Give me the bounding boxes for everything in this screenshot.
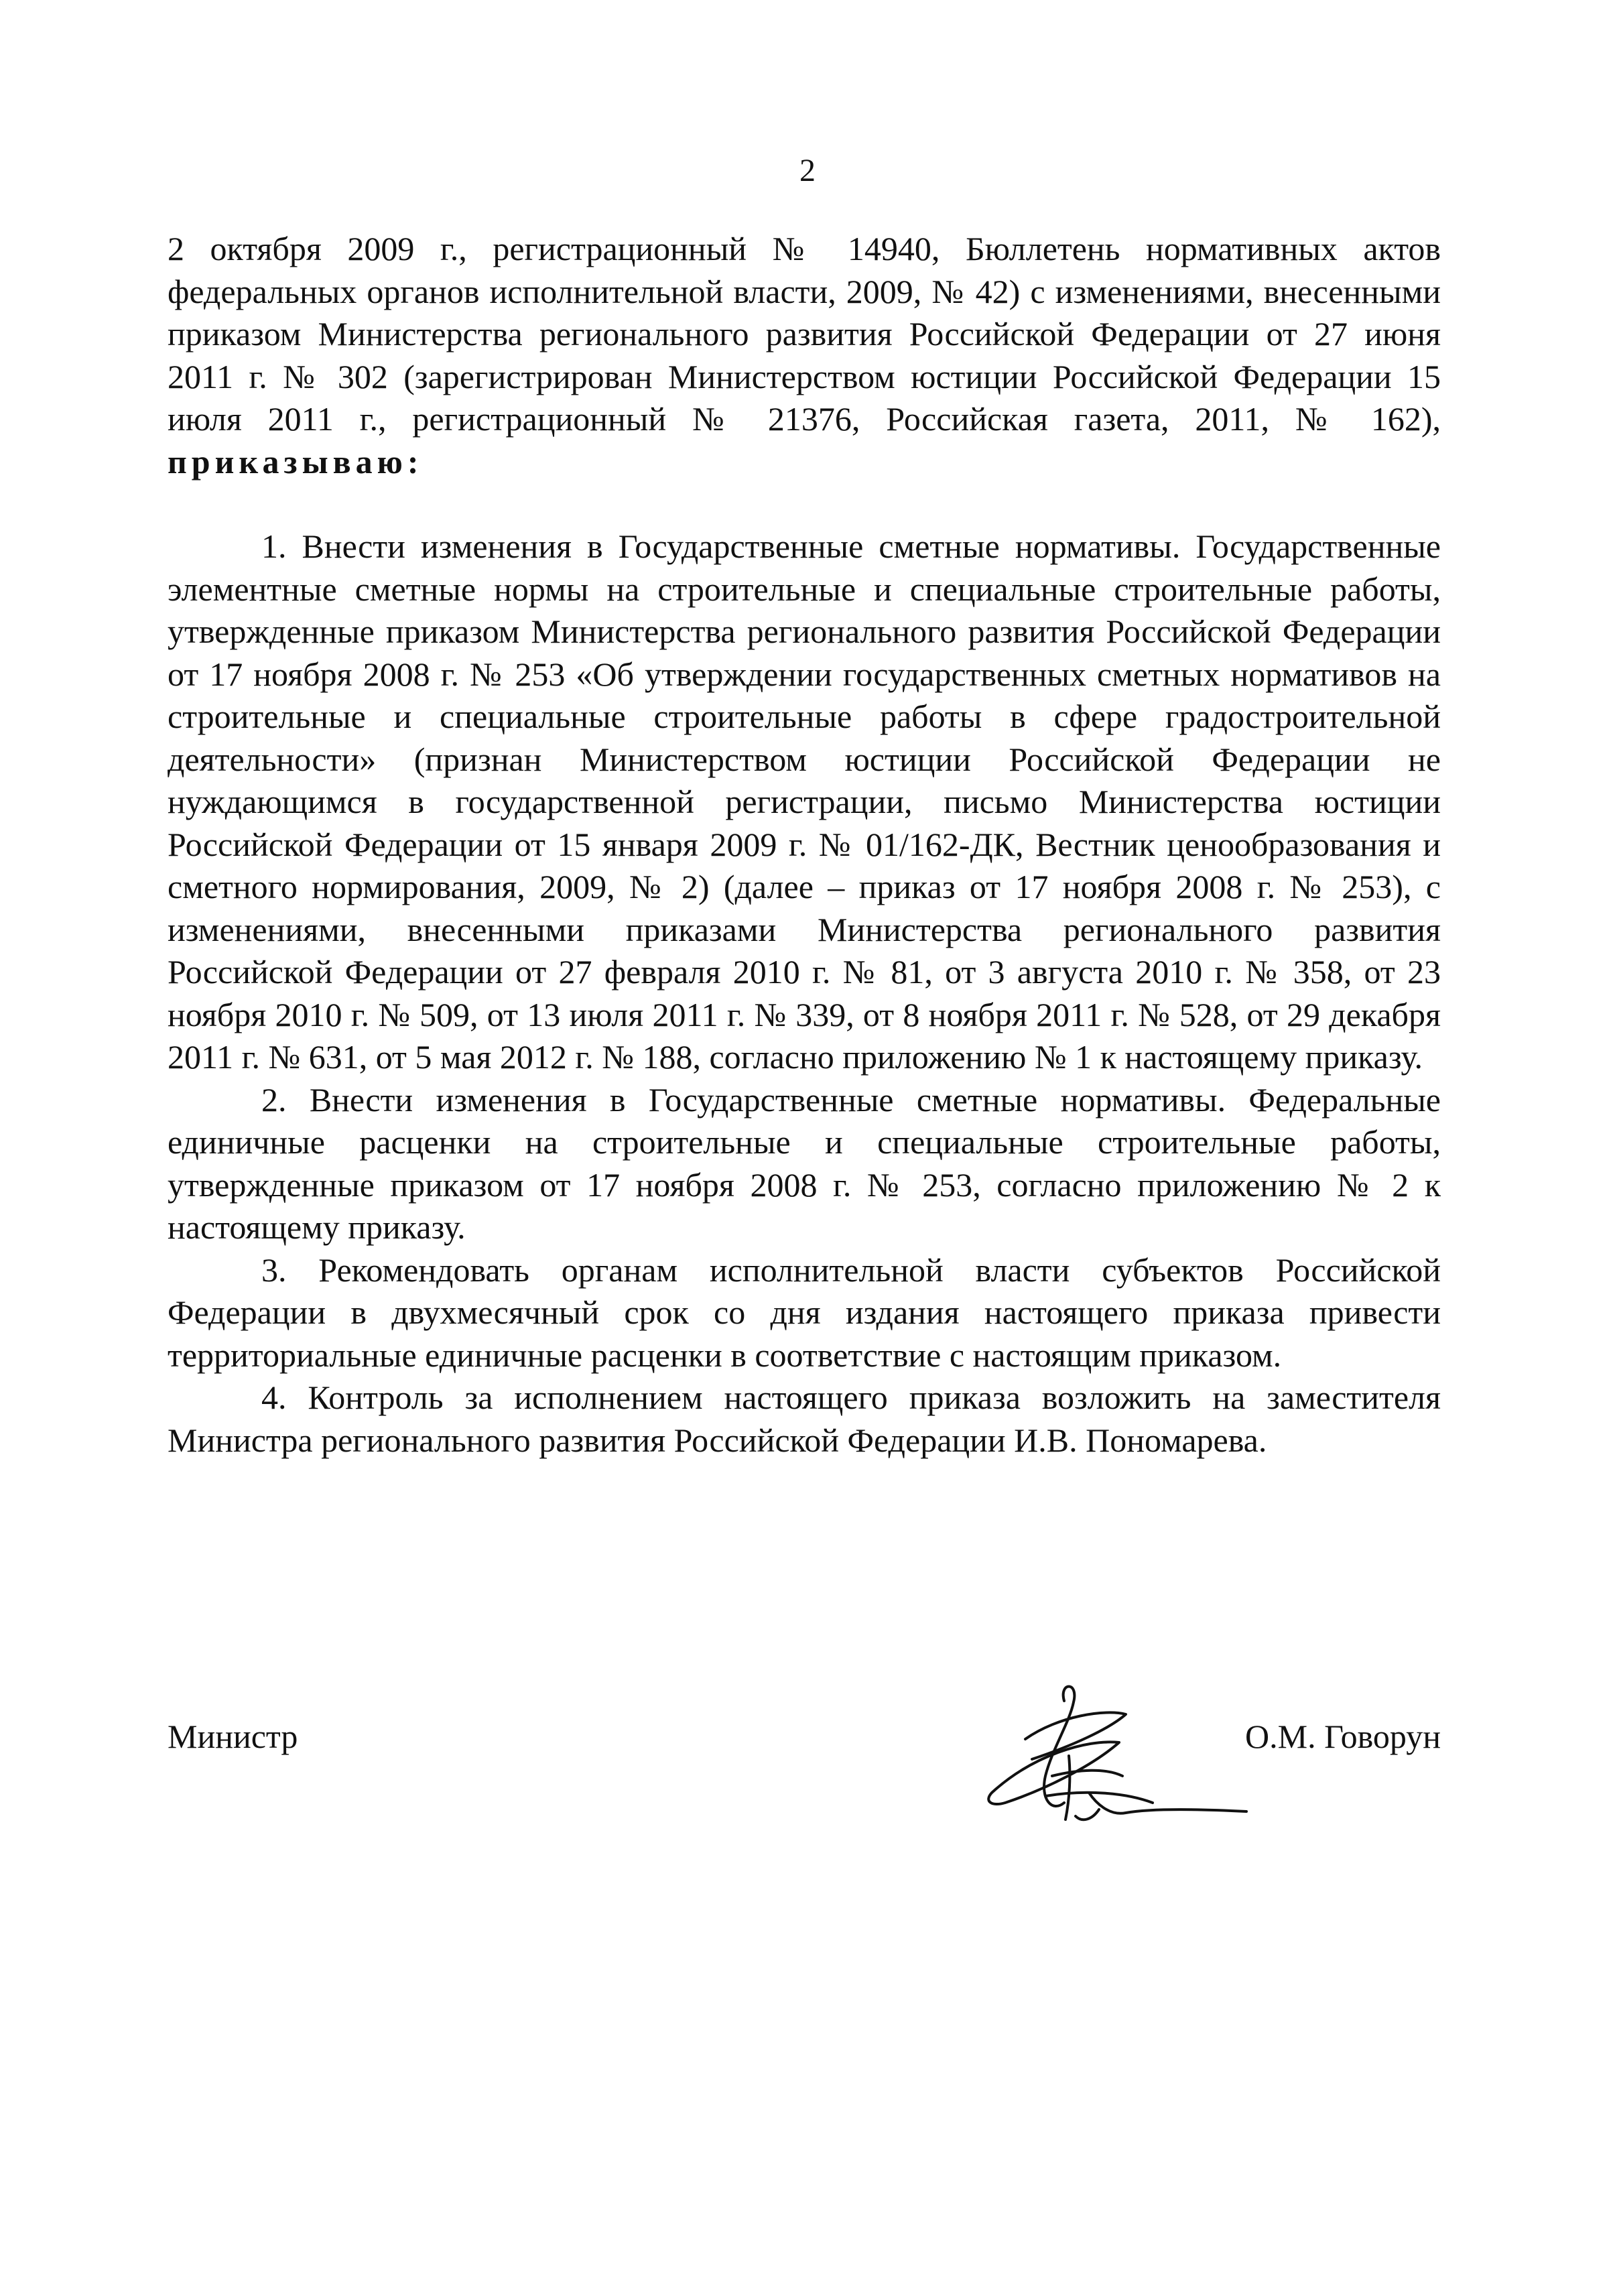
intro-text: 2 октября 2009 г., регистрационный № 14940, Бюллетень нормативных актов федеральных органов исполнительной власти, 2009, № 42) с изменениями, внесенными приказом Министерства регионального развития Российской Федерации от 27 июня 2011 г. № 302 (зарегистрирован Министерством юстиции Российской Федерации 15 июля 2011 г., регистрационный № 21376, Российская газета, 2011, № 162),: [168, 230, 1441, 438]
paragraph-3: 3. Рекомендовать органам исполнительной власти субъектов Российской Федерации в двухмесячный срок со дня издания настоящего приказа привести территориальные единичные расценки в соответствие с настоящим приказом.: [168, 1251, 1441, 1374]
paragraph-2: 2. Внести изменения в Государственные сметные нормативы. Федеральные единичные расценки на строительные и специальные строительные работы, утвержденные приказом от 17 ноября 2008 г. № 253, согласно приложению № 2 к настоящему приказу.: [168, 1080, 1441, 1246]
order-word: приказываю:: [168, 442, 424, 481]
signatory-name: О.М. Говорун: [1245, 1718, 1441, 1755]
page-number: 2: [799, 153, 816, 188]
signatory-title: Министр: [168, 1718, 298, 1755]
intro-paragraph: [168, 228, 1441, 483]
document-body: [168, 228, 1441, 1462]
paragraph-4: 4. Контроль за исполнением настоящего приказа возложить на заместителя Министра регионального развития Российской Федерации И.В. Пономарева.: [168, 1379, 1441, 1459]
paragraph-1: 1. Внести изменения в Государственные сметные нормативы. Государственные элементные сметные нормы на строительные и специальные строительные работы, утвержденные приказом Министерства регионального развития Российской Федерации от 17 ноября 2008 г. № 253 «Об утверждении государственных сметных нормативов на строительные и специальные строительные работы в сфере градостроительной деятельности» (признан Министерством юстиции Российской Федерации не нуждающимся в государственной регистрации, письмо Министерства юстиции Российской Федерации от 15 января 2009 г. № 01/162-ДК, Вестник ценообразования и сметного нормирования, 2009, № 2) (далее – приказ от 17 ноября 2008 г. № 253), с изменениями, внесенными приказами Министерства регионального развития Российской Федерации от 27 февраля 2010 г. № 81, от 3 августа 2010 г. № 358, от 23 ноября 2010 г. № 509, от 13 июля 2011 г. № 339, от 8 ноября 2011 г. № 528, от 29 декабря 2011 г. № 631, от 5 мая 2012 г. № 188, согласно приложению № 1 к настоящему приказу.: [168, 527, 1441, 1076]
signature-block: [168, 1675, 1441, 1863]
